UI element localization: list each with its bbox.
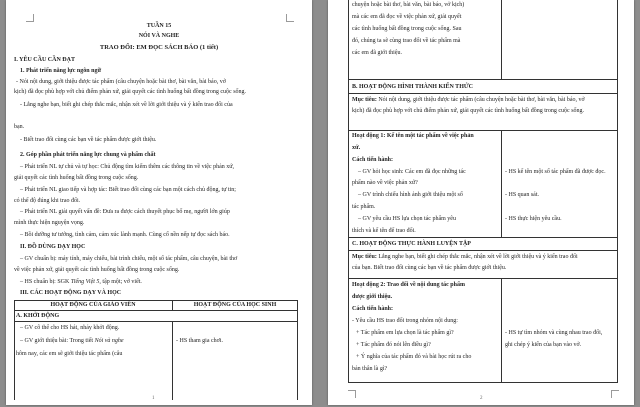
row-heading: B. HOẠT ĐỘNG HÌNH THÀNH KIẾN THỨC — [352, 84, 473, 90]
table-rule — [501, 278, 502, 383]
table-cell: hôm nay, các em sẽ giới thiệu tác phẩm (câu — [16, 351, 123, 357]
page-number: 2 — [480, 396, 483, 401]
document-page-2 — [328, 0, 634, 405]
body-line: – Phát triển NL giao tiếp và hợp tác: Biết trao đổi cùng các bạn một cách chủ động, tự tin; — [20, 187, 236, 193]
table-header-teacher: HOẠT ĐỘNG CỦA GIÁO VIÊN — [50, 302, 136, 308]
table-cell: - HS quan sát. — [505, 192, 539, 198]
body-line: về việc phản xứ, giải quyết các tình huống bất đồng trong cuộc sống. — [14, 267, 180, 273]
table-cell: – GV cô thể cho HS hát, nhảy khởi động. — [20, 325, 120, 331]
body-line: – HS chuẩn bị: SGK Tiếng Việt 5, tập một; vở viết. — [20, 279, 142, 285]
table-cell: - HS tự tìm nhóm và cùng nhau trao đổi, — [505, 330, 603, 336]
body-line: – Phát triển NL tự chủ và tự học: Chủ động tìm kiếm thêm các thông tin về việc phản xứ, — [20, 164, 234, 170]
table-rule — [501, 130, 502, 238]
crop-mark — [286, 14, 294, 22]
lesson-title: TRAO ĐỔI: EM ĐỌC SÁCH BÁO (1 tiết) — [99, 44, 219, 51]
row-heading: C. HOẠT ĐỘNG THỰC HÀNH LUYỆN TẬP — [352, 241, 471, 247]
table-rule — [14, 321, 298, 322]
table-cell: – GV yêu cầu HS lựa chọn tác phẩm yêu — [358, 216, 456, 222]
table-cell: + Tác phẩm em lựa chọn là tác phẩm gì? — [356, 330, 454, 336]
table-cell: đó, chúng ta sẽ cùng trao đổi về tác phẩm mà — [352, 38, 461, 44]
body-line: mình thực hiện nguyện vọng. — [14, 220, 85, 226]
section-heading: I. YÊU CẦU CẦN ĐẠT — [14, 57, 75, 63]
body-line: có thể độ đúng khi trao đổi. — [14, 198, 81, 204]
body-line: - Lắng nghe bạn, biết ghi chép thắc mắc, nhận xét về lời giới thiệu và ý kiến trao đổi của — [20, 102, 233, 108]
table-cell: mà các em đã đọc về việc phản xứ, giải quyết — [352, 14, 462, 20]
table-cell: phẩm nào về việc phản xứ? — [352, 180, 418, 186]
crop-mark — [611, 390, 619, 398]
procedure-label: Cách tiến hành: — [352, 306, 394, 312]
procedure-label: Cách tiến hành: — [352, 157, 394, 163]
table-rule — [501, 0, 502, 80]
table-rule — [348, 250, 618, 251]
objective-line: Mục tiêu: Nói nội dung, giới thiệu được tác phẩm (câu chuyện hoặc bài thơ, bài văn, bài báo, vở — [352, 97, 585, 103]
document-page-1 — [6, 0, 312, 405]
table-cell: bản thân là gì? — [352, 366, 388, 372]
table-cell: thích và kể tên để trao đổi. — [352, 228, 416, 234]
table-header-student: HOẠT ĐỘNG CỦA HỌC SINH — [193, 302, 277, 308]
activity-heading: Hoạt động 1: Kể tên một tác phẩm về việc phản — [352, 133, 474, 139]
body-line: - Biết trao đổi cùng các bạn về tác phẩm được giới thiệu. — [20, 137, 157, 143]
table-cell: - Yêu cầu HS trao đổi trong nhóm nội dung: — [352, 318, 458, 324]
table-cell: chuyện hoặc bài thơ, bài văn, bài báo, vở kịch) — [352, 2, 465, 8]
section-heading: III. CÁC HOẠT ĐỘNG DẠY VÀ HỌC — [20, 290, 122, 296]
activity-heading: Hoạt động 2: Trao đổi về nội dung tác phẩm — [352, 282, 465, 288]
table-cell: + Tác phẩm đó nói lên điều gì? — [356, 342, 431, 348]
page-number: 1 — [152, 396, 155, 401]
activity-heading: được giới thiệu. — [352, 294, 393, 300]
table-rule — [14, 310, 298, 311]
crop-mark — [348, 390, 356, 398]
body-line: – Bồi dưỡng tư tưởng, tình cảm, cảm xúc lành mạnh. Cùng cố nền nếp tự đọc sách báo. — [20, 232, 230, 238]
table-cell: - HS tham gia chơi. — [176, 338, 223, 344]
crop-mark — [26, 14, 34, 22]
table-cell: ghi chép ý kiến của bạn vào vở. — [505, 342, 582, 348]
table-cell: – GV trình chiếu hình ảnh giới thiệu một số — [358, 192, 463, 198]
row-heading: A. KHỞI ĐỘNG — [16, 313, 60, 319]
section-heading: II. ĐỒ DÙNG DẠY HỌC — [20, 244, 86, 250]
subsection-heading: 2. Góp phần phát triển năng lực chung và phẩm chất — [20, 152, 156, 158]
subsection-heading: 1. Phát triển năng lực ngôn ngữ — [20, 68, 102, 74]
table-cell: - HS thực hiện yêu cầu. — [505, 216, 562, 222]
objective-line: kịch) đã đọc phù hợp với chủ điểm phản xứ, giải quyết các tình huống bất đồng trong cuộc sống. — [352, 108, 585, 114]
table-cell: tác phẩm. — [352, 204, 376, 210]
body-line: – GV chuẩn bị: máy tính, máy chiếu, bài trình chiếu, một số tác phẩm, câu chuyện, bài thơ — [20, 256, 238, 262]
table-rule — [348, 93, 618, 94]
subject-title: NÓI VÀ NGHE — [138, 33, 180, 39]
body-line: - Nói nội dung, giới thiệu được tác phẩm (câu chuyện hoặc bài thơ, bài văn, bài báo, vở — [16, 79, 226, 85]
body-line: bạn. — [14, 124, 25, 130]
body-line: kịch) đã đọc phù hợp với chủ điểm phản xứ, giải quyết các tình huống bất đồng trong cuộc sống. — [14, 89, 247, 95]
body-line: – Phát triển NL giải quyết vấn đề: Đưa ra được cách thuyết phục bố mẹ, người lớn giúp — [20, 209, 230, 215]
table-cell: các tình huống bất đồng trong cuộc sống. Sau — [352, 26, 462, 32]
objective-line: Mục tiêu: Lắng nghe bạn, biết ghi chép thắc mắc, nhận xét về lời giới thiệu và ý kiến trao đổi — [352, 254, 578, 260]
activity-heading: xứ. — [352, 145, 361, 151]
table-cell: + Ý nghĩa của tác phẩm đó và bài học rút ra cho — [356, 354, 472, 360]
table-cell: - HS kể tên một số tác phẩm đã được đọc. — [505, 169, 606, 175]
table-cell: các em đã giới thiệu. — [352, 50, 402, 56]
week-title: TUẦN 15 — [146, 23, 172, 29]
table-cell: – GV hỏi học sinh: Các em đã đọc những tác — [358, 169, 466, 175]
objective-line: của bạn. Biết trao đổi cùng các bạn về tác phẩm được giới thiệu. — [352, 265, 507, 271]
table-rule — [172, 321, 173, 400]
table-cell: – GV giới thiệu bài: Trong tiết Nói và nghe — [20, 338, 124, 344]
body-line: giải quyết các tình huống bất đồng trong cuộc sống. — [14, 175, 139, 181]
